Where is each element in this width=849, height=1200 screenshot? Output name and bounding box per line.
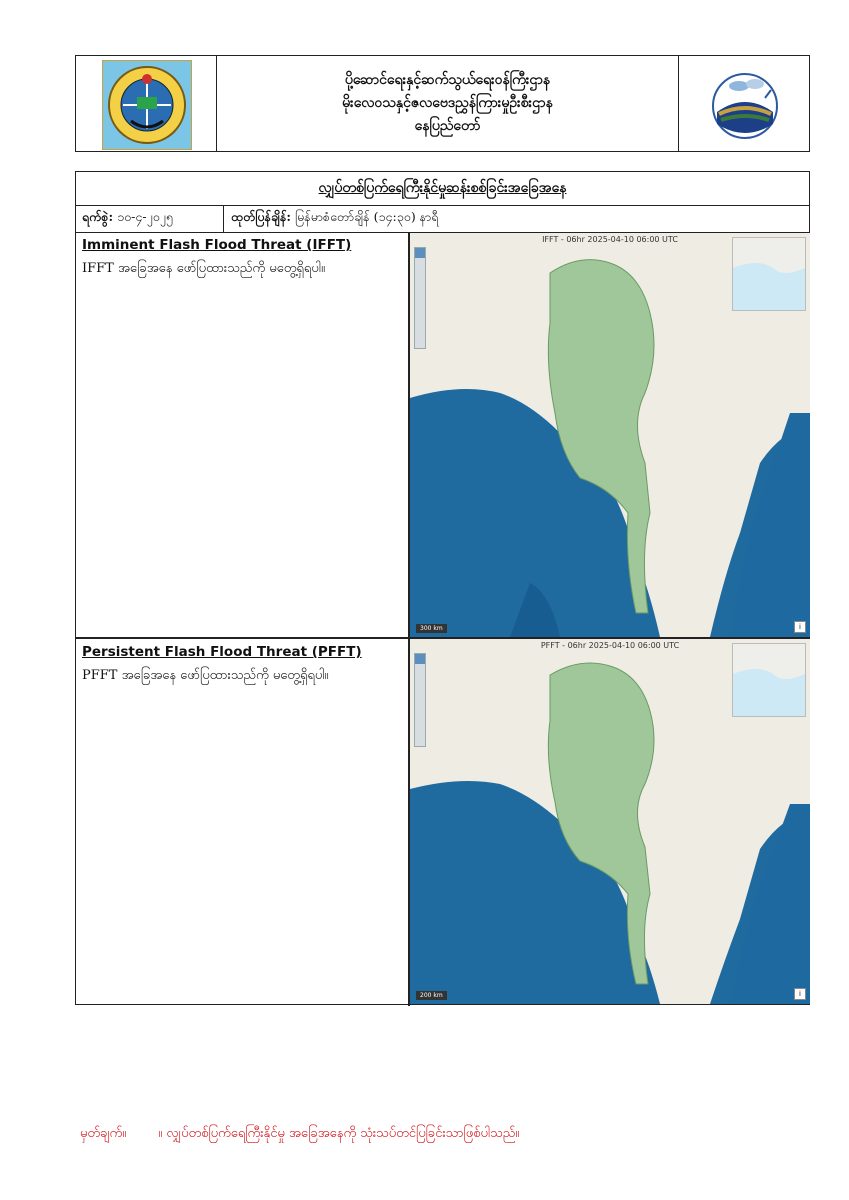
department-logo	[705, 62, 785, 146]
pfft-info-icon[interactable]: i	[794, 988, 806, 1000]
note-label: မှတ်ချက်။	[80, 1126, 127, 1141]
header-table	[75, 55, 810, 152]
pfft-zoom-slider[interactable]	[414, 653, 426, 747]
note-text: ။ လျှပ်တစ်ပြက်ရေကြီးနိုင်မှု အခြေအနေကို သုံးသပ်တင်ပြခြင်းသာဖြစ်ပါသည်။	[158, 1126, 520, 1141]
zoom-in-button[interactable]	[415, 248, 425, 258]
department-name: မိုးလေဝသနှင့်ဇလဗေဒညွှန်ကြားမှုဦးစီးဌာန	[342, 95, 553, 111]
ministry-name: ပို့ဆောင်ရေးနှင့်ဆက်သွယ်ရေးဝန်ကြီးဌာန	[344, 72, 551, 88]
date-value: ၁၀-၄-၂၀၂၅	[117, 209, 173, 224]
ifft-text: IFFT အခြေအနေ ဖော်ပြထားသည်ကို မတွေ့ရှိရပါ။	[82, 261, 325, 276]
ifft-inset-map	[732, 237, 806, 311]
date-label: ရက်စွဲ:	[82, 209, 114, 224]
pfft-map-label: PFFT - 06hr 2025-04-10 06:00 UTC	[540, 641, 680, 650]
issue-time-label: ထုတ်ပြန်ချိန်:	[231, 209, 292, 224]
ifft-map	[410, 233, 810, 637]
report-table	[75, 171, 810, 1005]
report-title: လျှပ်တစ်ပြက်ရေကြီးနိုင်မှုဆန်းစစ်ခြင်းအခြေအနေ	[76, 172, 809, 206]
ifft-zoom-slider[interactable]	[414, 247, 426, 349]
issue-time-cell	[224, 205, 809, 232]
pfft-inset-map	[732, 643, 806, 717]
pfft-text: PFFT အခြေအနေ ဖော်ပြထားသည်ကို မတွေ့ရှိရပါ။	[82, 668, 329, 683]
ifft-scale-bar: 300 km	[416, 624, 447, 633]
ifft-title: Imminent Flash Flood Threat (IFFT)	[82, 237, 352, 253]
footer-note	[80, 1125, 519, 1144]
pfft-map	[410, 639, 810, 1004]
header-right-cell	[678, 56, 809, 151]
issue-time-value: မြန်မာစံတော်ချိန် (၁၄:၃၀) နာရီ	[295, 209, 439, 224]
pfft-title: Persistent Flash Flood Threat (PFFT)	[82, 644, 362, 660]
header-left-cell	[76, 56, 217, 151]
ministry-logo	[102, 60, 192, 150]
ifft-map-label: IFFT - 06hr 2025-04-10 06:00 UTC	[542, 235, 678, 244]
city-name: နေပြည်တော်	[414, 118, 481, 134]
pfft-scale-bar: 200 km	[416, 991, 447, 1000]
report-meta-row	[76, 205, 809, 233]
header-title	[216, 56, 679, 151]
date-cell	[76, 205, 224, 232]
zoom-in-button[interactable]	[415, 654, 425, 664]
ifft-info-icon[interactable]: i	[794, 621, 806, 633]
